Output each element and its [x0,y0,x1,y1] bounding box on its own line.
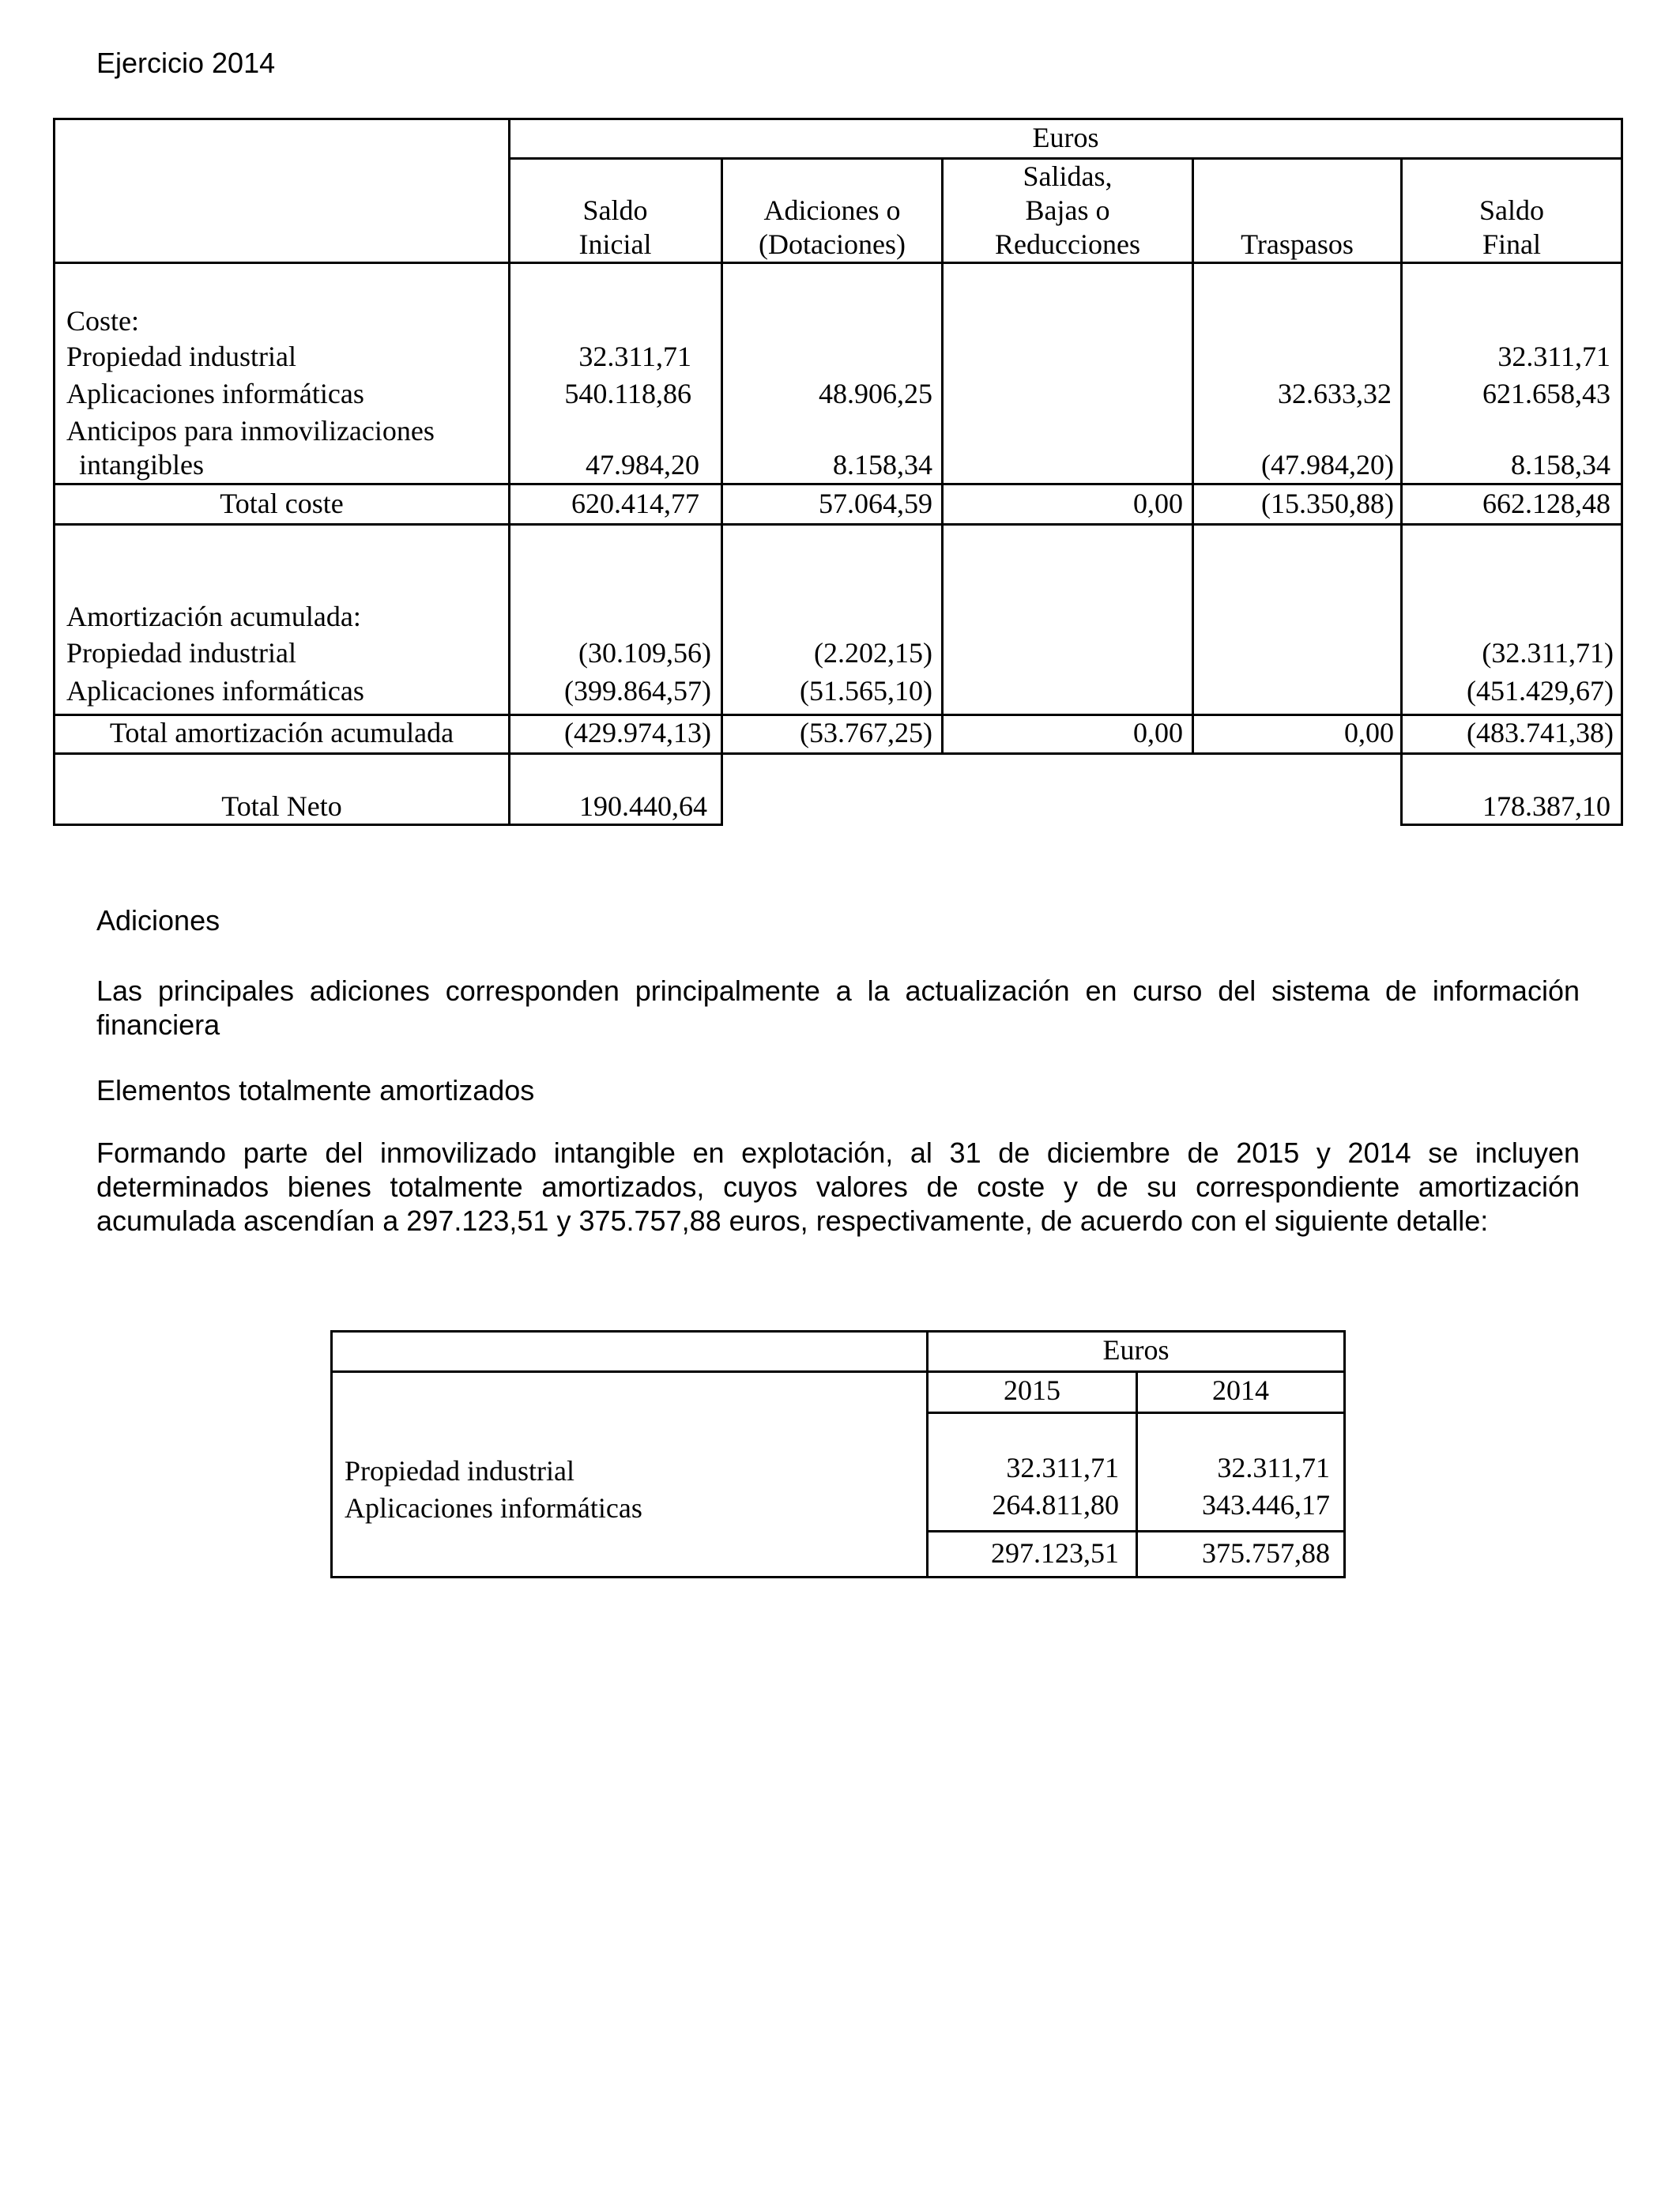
header-salidas-1: Salidas, [1023,160,1113,192]
row-label: Aplicaciones informáticas [66,675,364,707]
total-coste-label: Total coste [220,488,344,519]
cell-traspasos: 32.633,32 [1278,378,1392,409]
total-cell-final: 662.128,48 [1482,488,1610,519]
header-saldo-final-1: Saldo [1478,194,1544,226]
cell-inicial: 540.118,86 [564,378,691,409]
cell-traspasos: (47.984,20) [1261,449,1394,481]
table2-cell-2014: 32.311,71 [1217,1452,1330,1483]
total-neto-label: Total Neto [221,790,342,822]
cell-final: 621.658,43 [1482,378,1610,409]
table2-col-right [1343,1330,1346,1578]
total-cell-adiciones: (53.767,25) [800,717,932,748]
header-salidas-3: Reducciones [995,228,1140,260]
total-cell-salidas: 0,00 [1133,717,1183,748]
col-border-right [1621,118,1623,826]
header-saldo-inicial-2: Inicial [578,228,652,260]
elementos-paragraph-line: determinados bienes totalmente amortizados, cuyos valores de coste y de su correspondiente amortización [96,1171,1580,1203]
header-bottom-rule [53,262,1623,264]
adiciones-paragraph-line: financiera [96,1008,220,1041]
cell-final: 32.311,71 [1497,341,1610,372]
header-traspasos: Traspasos [1241,228,1354,260]
total-coste-bottom-rule [53,523,1623,526]
cell-final: (32.311,71) [1482,637,1614,669]
cell-adiciones: (51.565,10) [800,675,932,707]
total-cell-salidas: 0,00 [1133,488,1183,519]
total-amort-bottom-rule [53,752,1623,755]
page-heading: Ejercicio 2014 [96,47,276,79]
cell-adiciones: 48.906,25 [819,378,932,409]
elementos-paragraph-line: acumulada ascendían a 297.123,51 y 375.757,88 euros, respectivamente, de acuerdo con el siguiente detalle: [96,1204,1489,1237]
header-adiciones-2: (Dotaciones) [759,228,906,260]
cell-final: (451.429,67) [1467,675,1614,707]
elementos-paragraph-line: Formando parte del inmovilizado intangible en explotación, al 31 de diciembre de 2015 y 2014 se incluyen [96,1137,1580,1169]
table2-euros-underline [330,1370,1346,1373]
header-adiciones-1: Adiciones o [763,194,901,226]
table2-total-2015: 297.123,51 [991,1537,1119,1569]
table2-cell-2014: 343.446,17 [1202,1489,1330,1521]
total-neto-inicial: 190.440,64 [579,790,707,822]
table2-total-2014: 375.757,88 [1202,1537,1330,1569]
total-neto-bottom-rule-left [53,824,722,826]
total-cell-inicial: 620.414,77 [571,488,699,519]
total-cell-traspasos: 0,00 [1344,717,1394,748]
total-neto-bottom-rule-right [1402,824,1623,826]
elementos-title: Elementos totalmente amortizados [96,1074,535,1106]
amort-label: Amortización acumulada: [66,601,361,632]
table-border-top [53,118,1623,120]
coste-label: Coste: [66,305,140,337]
cell-inicial: (30.109,56) [578,637,711,669]
euros-header: Euros [1032,122,1099,153]
cell-inicial: 47.984,20 [586,449,699,481]
cell-adiciones: 8.158,34 [833,449,932,481]
table2-year-2015: 2015 [1004,1374,1060,1406]
total-coste-top-rule [53,483,1623,485]
table2-cell-2015: 32.311,71 [1006,1452,1119,1483]
row-label: Propiedad industrial [66,341,296,372]
cell-inicial: 32.311,71 [578,341,691,372]
total-cell-inicial: (429.974,13) [564,717,711,748]
row-label: Anticipos para inmovilizaciones [66,415,435,447]
total-cell-adiciones: 57.064,59 [819,488,932,519]
total-cell-traspasos: (15.350,88) [1261,488,1394,519]
cell-inicial: (399.864,57) [564,675,711,707]
total-cell-final: (483.741,38) [1467,717,1614,748]
table2-row-label: Propiedad industrial [345,1455,574,1487]
table2-col-left [330,1330,333,1578]
table2-border-bottom [330,1576,1346,1578]
total-amort-label: Total amortización acumulada [109,717,454,748]
table2-cell-2015: 264.811,80 [992,1489,1119,1521]
header-saldo-final-2: Final [1482,228,1541,260]
table2-row-label: Aplicaciones informáticas [345,1492,642,1524]
table2-border-top [330,1330,1346,1333]
cell-final: 8.158,34 [1511,449,1610,481]
header-salidas-2: Bajas o [1025,194,1110,226]
cell-adiciones: (2.202,15) [814,637,932,669]
adiciones-title: Adiciones [96,904,220,937]
adiciones-paragraph-line: Las principales adiciones corresponden principalmente a la actualización en curso del sistema de información [96,974,1580,1007]
header-saldo-inicial-1: Saldo [582,194,648,226]
total-neto-final: 178.387,10 [1482,790,1610,822]
table2-euros-header: Euros [1102,1334,1170,1366]
row-label: Aplicaciones informáticas [66,378,364,409]
row-label: Propiedad industrial [66,637,296,669]
row-label-continued: intangibles [79,449,204,481]
table2-year-2014: 2014 [1212,1374,1269,1406]
